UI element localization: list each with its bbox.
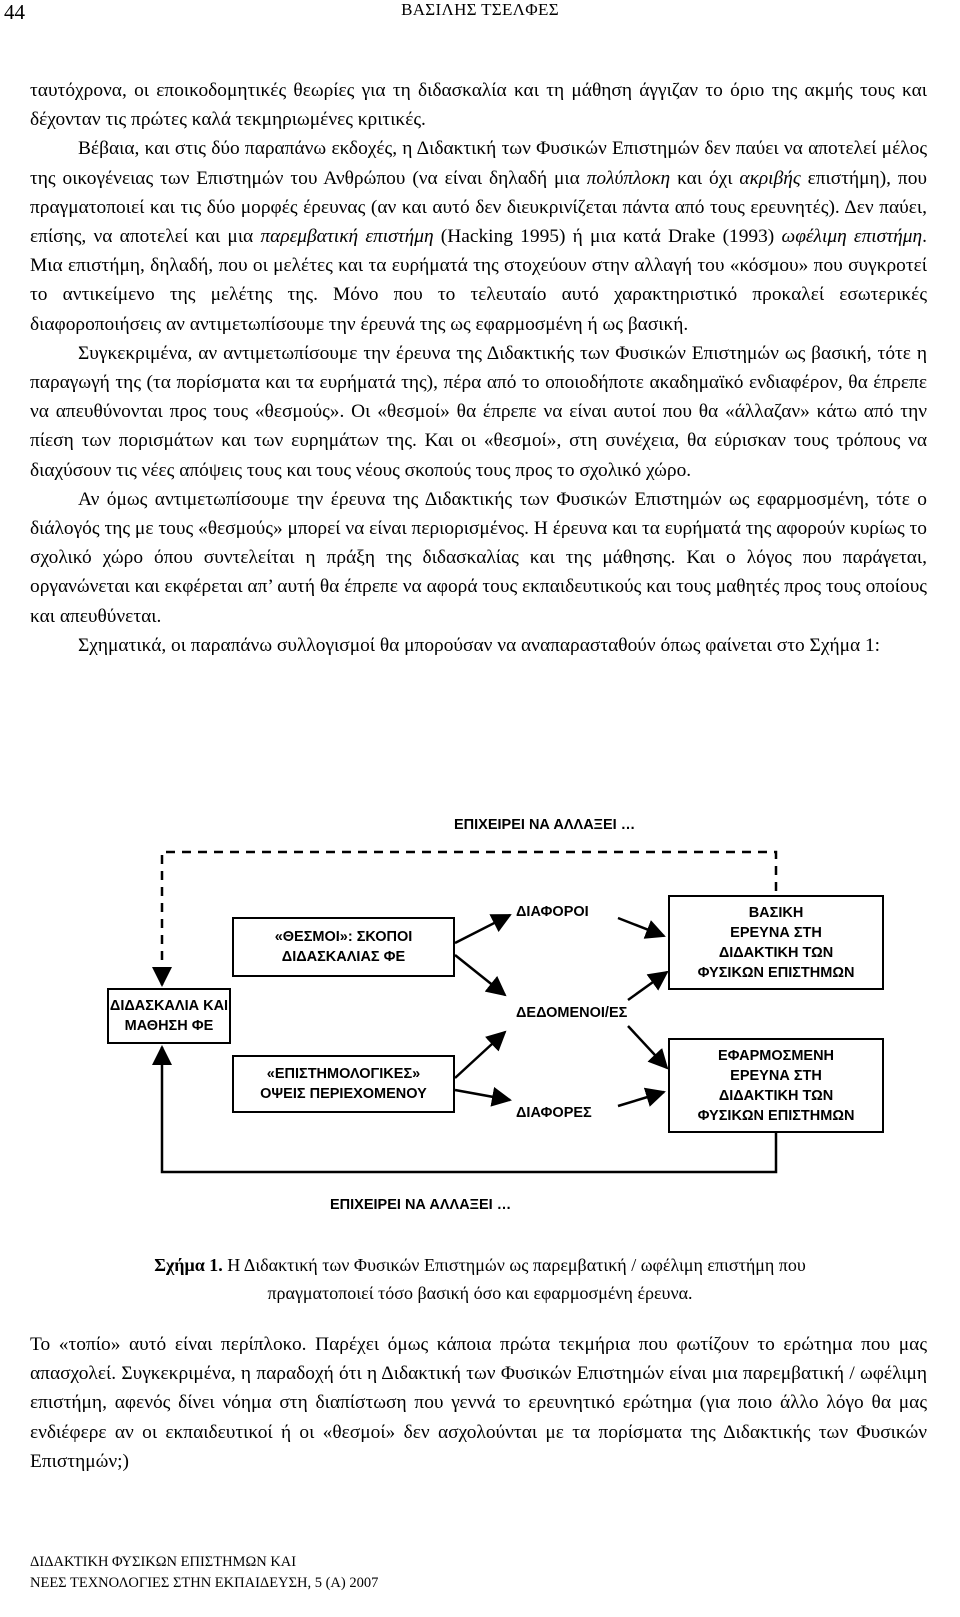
box-institutions-goals: «ΘΕΣΜΟΙ»: ΣΚΟΠΟΙ ΔΙΔΑΣΚΑΛΙΑΣ ΦΕ: [232, 917, 455, 977]
italic-term-useful: ωφέλιμη επιστήμη: [781, 226, 923, 248]
arrow-epistemology-to-differences: [455, 1090, 510, 1100]
paragraph-5: Σχηματικά, οι παραπάνω συλλογισμοί θα μπορούσαν να αναπαρασταθούν όπως φαίνεται στο Σχήμα 1:: [78, 634, 881, 656]
caption-line-2: πραγματοποιεί τόσο βασική όσο και εφαρμοσμένη έρευνα.: [267, 1283, 693, 1303]
body-text-bottom: [30, 1330, 927, 1476]
paragraph-2-part-c: επιστήμη), που πραγματοποιεί και τις δύο μορφές έρευνας (αν και αυτό δεν διευκρινίζεται πάντα από τους ερευνητές). Δεν παύει, επίσης, να αποτελεί και μια: [30, 167, 927, 248]
paragraph-2: [30, 134, 927, 338]
italic-term-interventional: παρεμβατική επιστήμη: [260, 226, 434, 248]
box-basic-research: ΒΑΣΙΚΗ ΕΡΕΥΝΑ ΣΤΗ ΔΙΔΑΚΤΙΚΗ ΤΩΝ ΦΥΣΙΚΩΝ ΕΠΙΣΤΗΜΩΝ: [668, 895, 884, 990]
paragraph-2-part-b: και όχι: [670, 167, 740, 189]
arrow-given-to-basic: [628, 972, 667, 1000]
body-text-top: [30, 76, 927, 660]
paragraph-3: Συγκεκριμένα, αν αντιμετωπίσουμε την έρευνα της Διδακτικής των Φυσικών Επιστημών ως βασική, τότε η παραγωγή της (τα πορίσματα και τα ευρήματά της), πέρα από το οποιοδήποτε ακαδημαϊκό ενδιαφέρον, θα έπρεπε να απευθύνονται προς τους «θεσμούς». Οι «θεσμοί» θα έπρεπε να είναι αυτοί που θα «άλλαζαν» κάτω από την πίεση των πορισμάτων και των ευρημάτων της. Και οι «θεσμοί», στη συνέχεια, θα εύρισκαν τους τρόπους να διαχύσουν τις νέες απόψεις τους και τους νέους σκοπούς τους προς το σχολικό χώρο.: [30, 342, 927, 481]
page-number: 44: [4, 0, 25, 24]
paragraph-2-part-a: Βέβαια, και στις δύο παραπάνω εκδοχές, η Διδακτική των Φυσικών Επιστημών δεν παύει να αποτελεί μέλος της οικογένειας των Επιστημών του Ανθρώπου (να είναι δηλαδή μια: [30, 138, 927, 189]
footer-line-1: ΔΙΔΑΚΤΙΚΗ ΦΥΣΙΚΩΝ ΕΠΙΣΤΗΜΩΝ ΚΑΙ: [30, 1554, 297, 1570]
caption-line-1: [0, 1251, 960, 1279]
paragraph-2-part-e: . Μια επιστήμη, δηλαδή, που οι μελέτες και τα ευρήματά της στοχεύουν στην αλλαγή του «κόσμου» που συγκροτεί το αντικείμενο της μελέτης της. Μόνο που το τελευταίο αυτό χαρακτηριστικό προκαλεί εσωτερικές διαφοροποιήσεις αν αντιμετωπίσουμε την έρευνά της ως εφαρμοσμένη ή ως βασική.: [30, 226, 928, 335]
paragraph-1: ταυτόχρονα, οι εποικοδομητικές θεωρίες για τη διδασκαλία και τη μάθηση άγγιζαν το όριο της ακμής τους και δέχονταν τις πρώτες καλά τεκμηριωμένες κριτικές.: [30, 80, 927, 131]
label-differences: ΔΙΑΦΟΡΕΣ: [516, 1105, 592, 1121]
box-teaching-learning: ΔΙΔΑΣΚΑΛΙΑ ΚΑΙ ΜΑΘΗΣΗ ΦΕ: [107, 988, 231, 1044]
label-tries-to-change-bottom: ΕΠΙΧΕΙΡΕΙ ΝΑ ΑΛΛΑΞΕΙ …: [330, 1197, 512, 1213]
label-different: ΔΙΑΦΟΡΟΙ: [516, 904, 589, 920]
running-head: ΒΑΣΙΛΗΣ ΤΣΕΛΦΕΣ: [401, 0, 559, 19]
caption-text-1: Η Διδακτική των Φυσικών Επιστημών ως παρεμβατική / ωφέλιμη επιστήμη που: [222, 1255, 806, 1275]
arrow-given-to-applied: [628, 1026, 667, 1068]
arrow-institutions-to-given: [455, 955, 505, 995]
arrow-epistemology-to-given: [455, 1032, 505, 1078]
paragraph-6: Το «τοπίο» αυτό είναι περίπλοκο. Παρέχει όμως κάποια πρώτα τεκμήρια που φωτίζουν το ερώτημα που μας απασχολεί. Συγκεκριμένα, η παραδοχή ότι η Διδακτική των Φυσικών Επιστημών είναι μια παρεμβατική / ωφέλιμη επιστήμη, αφενός δίνει νόημα στη διαπίστωση που γεννά το ερευνητικό ερώτημα (για ποιο άλλο λόγο θα μας ενδιέφερε αν οι εκπαιδευτικοί ή οι «θεσμοί» δεν ασχολούνται με τα πορίσματα της Διδακτικής των Φυσικών Επιστημών;): [30, 1334, 927, 1472]
caption-label: Σχήμα 1.: [154, 1255, 223, 1275]
label-given: ΔΕΔΟΜΕΝΟΙ/ΕΣ: [516, 1005, 628, 1021]
paragraph-2-part-d: (Hacking 1995) ή μια κατά Drake (1993): [433, 226, 782, 248]
paragraph-4: Αν όμως αντιμετωπίσουμε την έρευνα της Διδακτικής των Φυσικών Επιστημών ως εφαρμοσμένη, τότε ο διάλογός της με τους «θεσμούς» μπορεί να είναι περιορισμένος. Η έρευνα και τα ευρήματά της αφορούν κυρίως το σχολικό χώρο όπου συντελείται η πράξη της διδασκαλίας και της μάθησης. Και ο λόγος που παράγεται, οργανώνεται και εκφέρεται απ’ αυτή θα έπρεπε να αφορά τους εκπαιδευτικούς και τους μαθητές προς τους οποίους και απευθύνεται.: [30, 488, 927, 627]
figure-caption: [0, 1251, 960, 1307]
italic-term-exact: ακριβής: [739, 167, 801, 189]
footer-line-2: ΝΕΕΣ ΤΕΧΝΟΛΟΓΙΕΣ ΣΤΗΝ ΕΚΠΑΙΔΕΥΣΗ, 5 (Α) 2007: [30, 1575, 379, 1591]
arrow-institutions-to-different: [455, 915, 510, 943]
italic-term-complex: πολύπλοκη: [586, 167, 671, 189]
arrow-different-to-basic: [618, 918, 664, 936]
box-applied-research: ΕΦΑΡΜΟΣΜΕΝΗ ΕΡΕΥΝΑ ΣΤΗ ΔΙΔΑΚΤΙΚΗ ΤΩΝ ΦΥΣΙΚΩΝ ΕΠΙΣΤΗΜΩΝ: [668, 1038, 884, 1133]
journal-footer: [30, 1552, 378, 1594]
box-epistemological-aspects: «ΕΠΙΣΤΗΜΟΛΟΓΙΚΕΣ» ΟΨΕΙΣ ΠΕΡΙΕΧΟΜΕΝΟΥ: [232, 1055, 455, 1113]
arrow-differences-to-applied: [618, 1092, 664, 1106]
label-tries-to-change-top: ΕΠΙΧΕΙΡΕΙ ΝΑ ΑΛΛΑΞΕΙ …: [454, 817, 636, 833]
figure-1-diagram: [0, 800, 960, 1220]
